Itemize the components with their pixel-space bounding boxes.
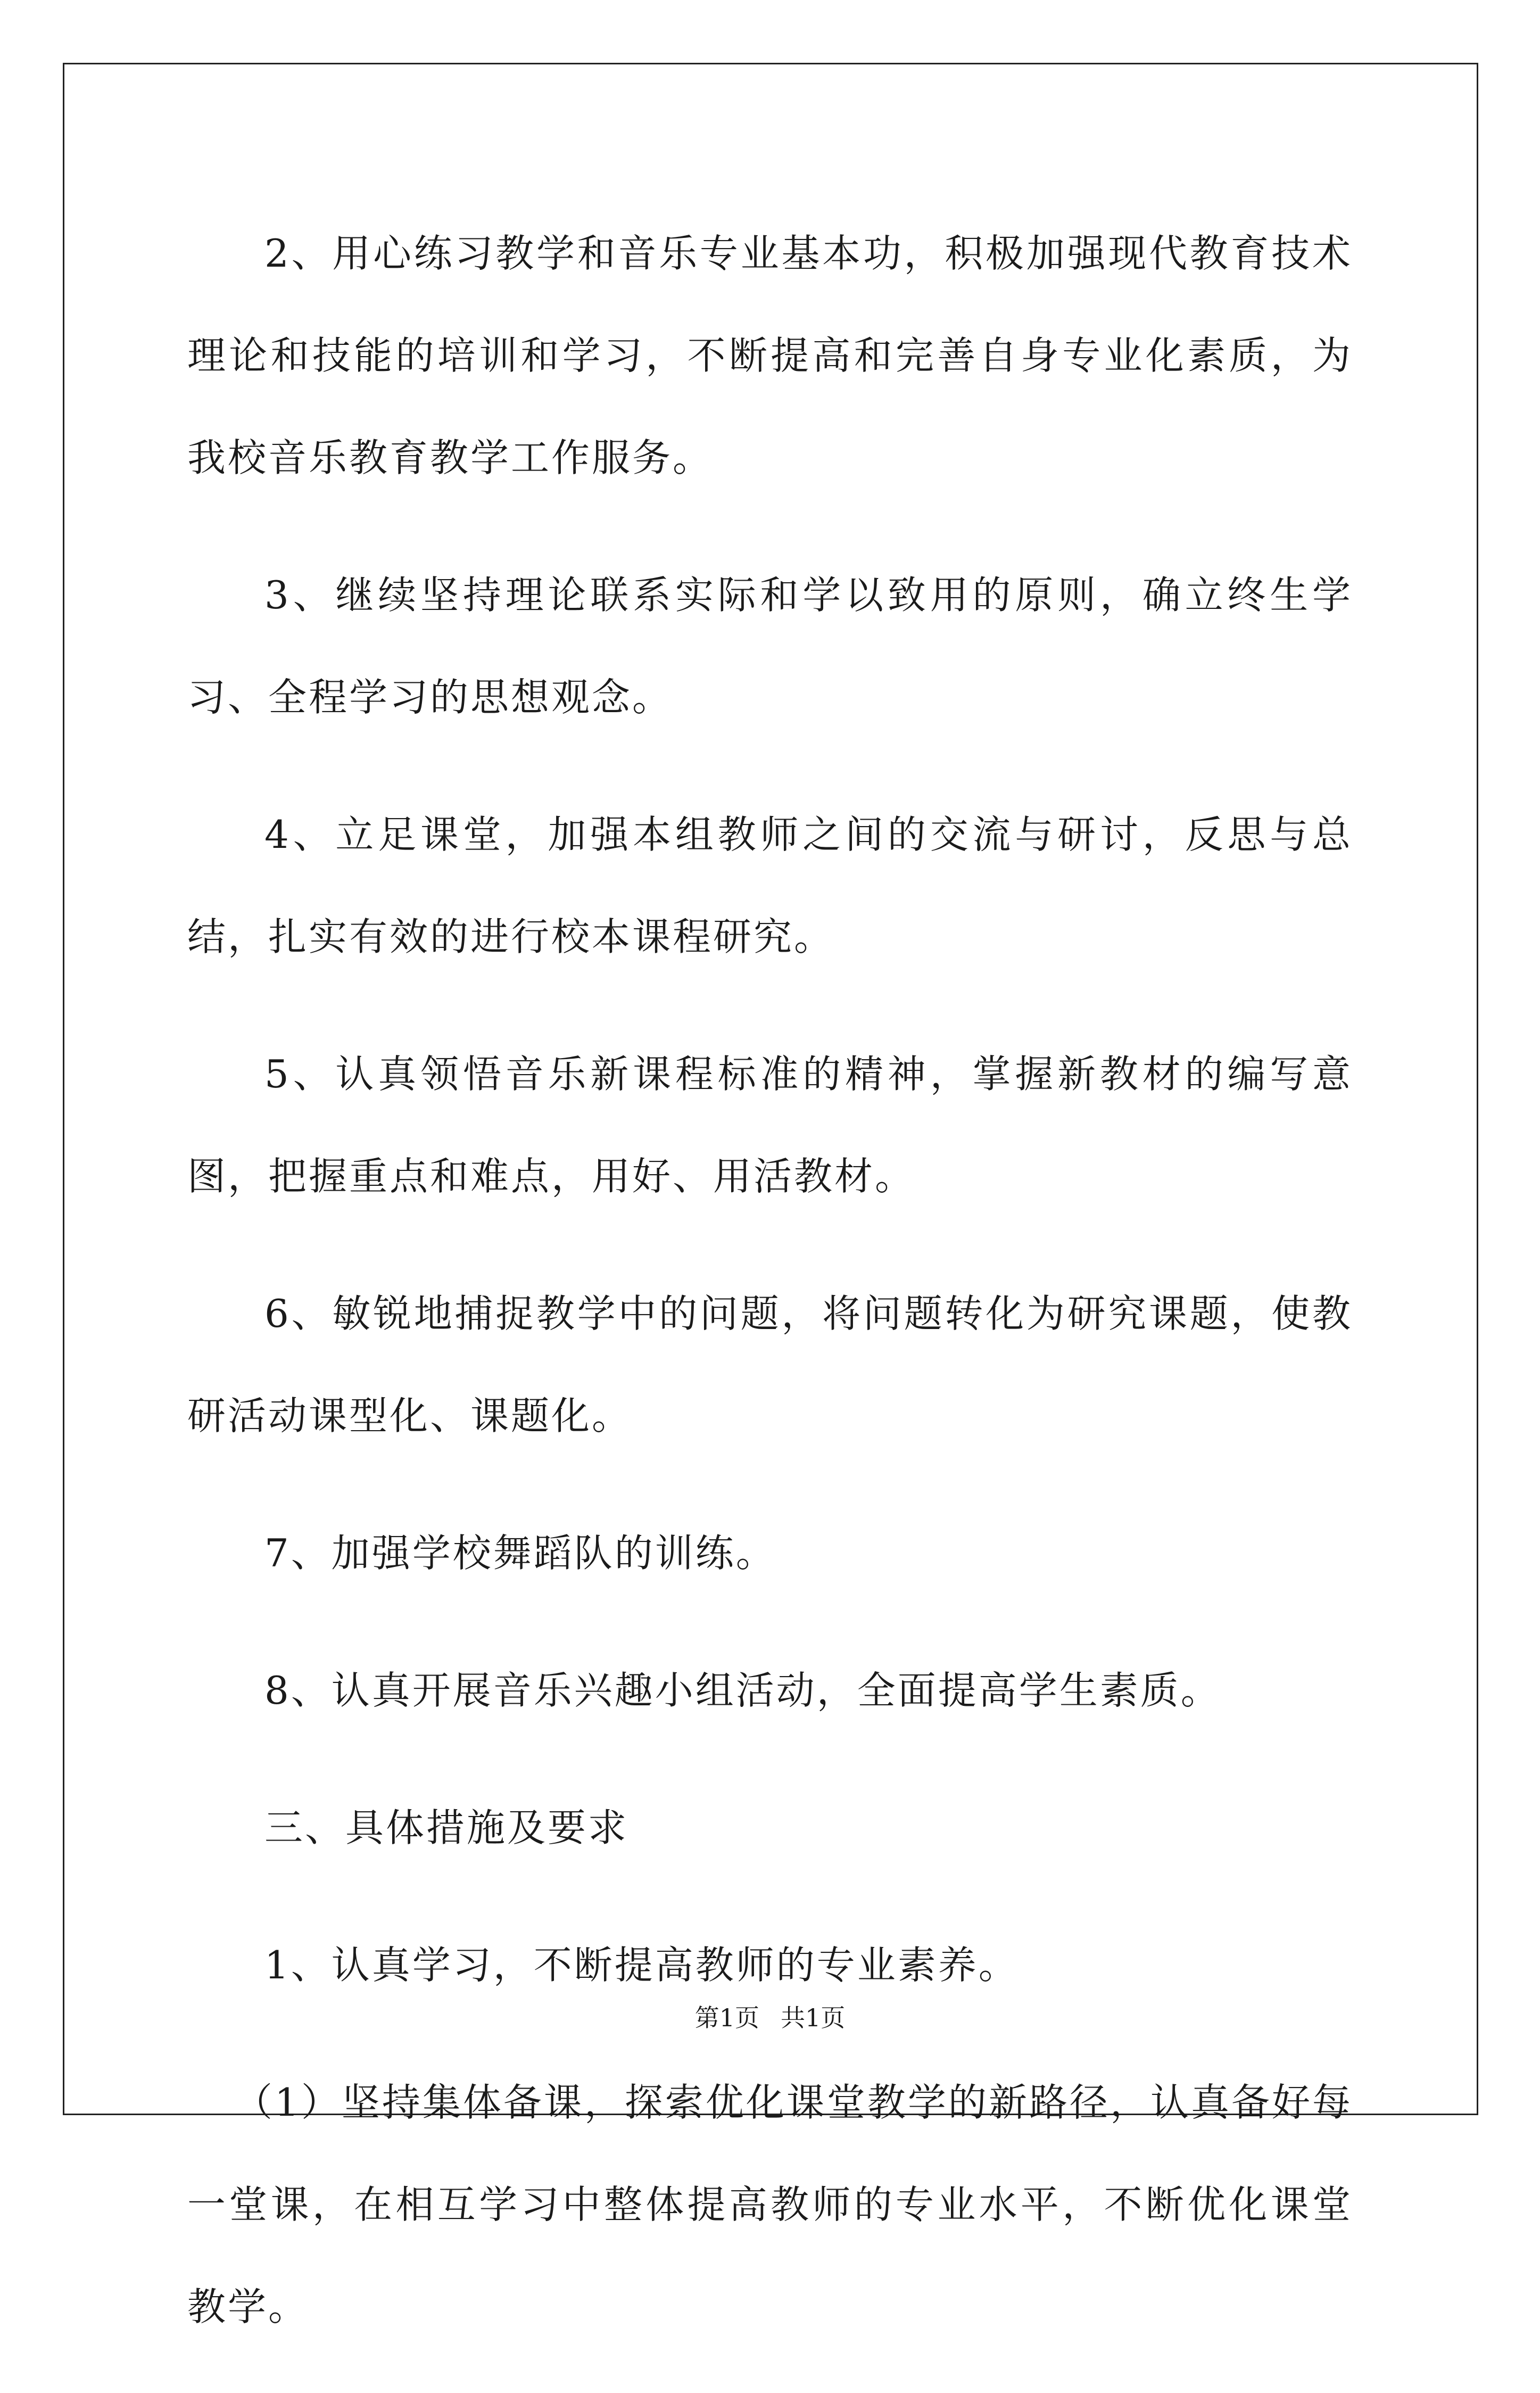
- paragraph-item-6: 6、敏锐地捕捉教学中的问题，将问题转化为研究课题，使教研活动课型化、课题化。: [187, 1291, 1353, 1438]
- paragraph-measure-1: 1、认真学习，不断提高教师的专业素养。: [264, 1943, 1019, 1987]
- page-footer: [0, 1999, 1540, 2034]
- paragraph-item-7: 7、加强学校舞蹈队的训练。: [264, 1531, 776, 1575]
- page-number: 第1页: [694, 2003, 759, 2032]
- paragraph-item-8: 8、认真开展音乐兴趣小组活动，全面提高学生素质。: [264, 1668, 1221, 1713]
- page-total: 共1页: [781, 2003, 846, 2032]
- paragraph-item-2: 2、用心练习教学和音乐专业基本功，积极加强现代教育技术理论和技能的培训和学习，不断提高和完善自身专业化素质，为我校音乐教育教学工作服务。: [187, 231, 1353, 480]
- document-body: [187, 202, 1353, 2393]
- section-heading: 三、具体措施及要求: [264, 1805, 629, 1850]
- paragraph-measure-1-sub-1: （1）坚持集体备课，探索优化课堂教学的新路径，认真备好每一堂课，在相互学习中整体提高教师的专业水平，不断优化课堂教学。: [187, 2080, 1353, 2329]
- paragraph-item-5: 5、认真领悟音乐新课程标准的精神，掌握新教材的编写意图，把握重点和难点，用好、用活教材。: [187, 1052, 1353, 1199]
- paragraph-item-4: 4、立足课堂，加强本组教师之间的交流与研讨，反思与总结，扎实有效的进行校本课程研究。: [187, 812, 1353, 959]
- paragraph-item-3: 3、继续坚持理论联系实际和学以致用的原则，确立终生学习、全程学习的思想观念。: [187, 573, 1353, 720]
